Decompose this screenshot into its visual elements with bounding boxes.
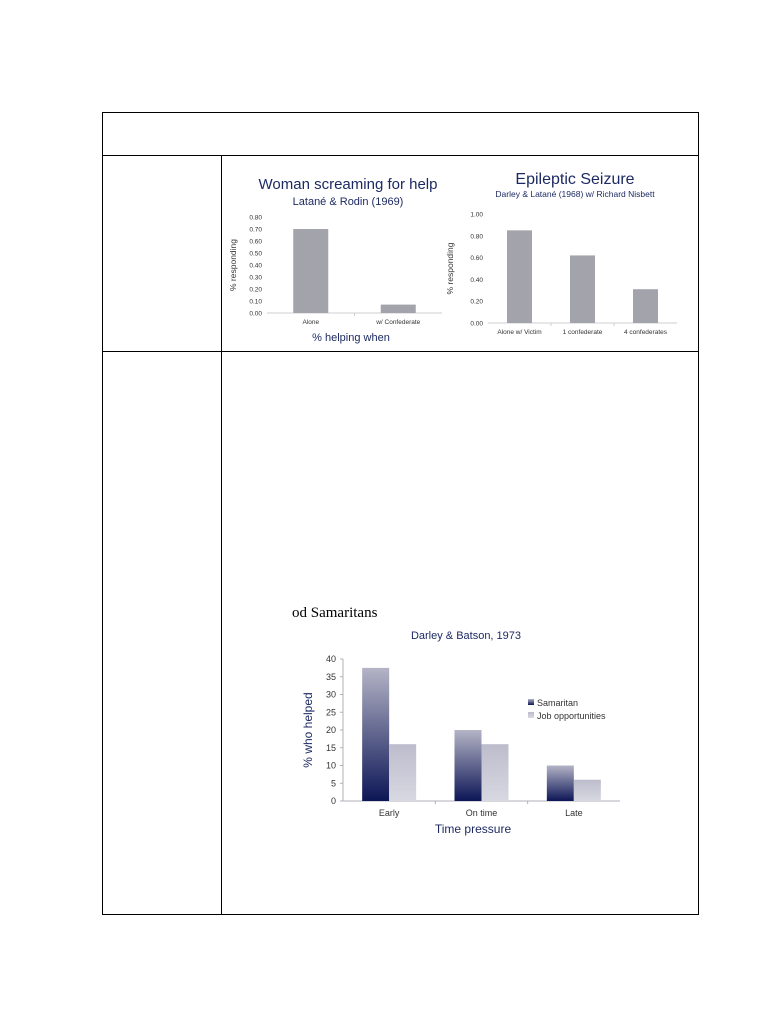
bar-samaritan <box>547 766 574 802</box>
legend-swatch <box>528 712 534 718</box>
bar <box>507 230 532 323</box>
chart-title: Woman screaming for help <box>258 176 438 193</box>
y-tick-label: 35 <box>325 671 336 682</box>
bar <box>381 305 416 313</box>
y-axis-label: % who helped <box>301 692 315 768</box>
y-tick-label: 0.60 <box>470 255 483 263</box>
bar-samaritan <box>362 668 389 801</box>
x-tick-label: Alone w/ Victim <box>497 329 542 336</box>
y-tick-label: 0 <box>330 796 336 806</box>
bar-job-opportunities <box>574 780 601 801</box>
bar <box>633 289 658 323</box>
legend-entry: Job opportunities <box>537 711 606 721</box>
y-tick-label: 0.10 <box>249 298 262 306</box>
x-axis-label: Time pressure <box>434 822 512 836</box>
chart-subtitle: Latané & Rodin (1969) <box>292 196 404 208</box>
x-tick-label: Early <box>378 808 400 818</box>
bar-job-opportunities <box>389 744 416 801</box>
y-tick-label: 25 <box>325 707 336 718</box>
y-tick-label: 5 <box>330 778 336 789</box>
chart-title: Epileptic Seizure <box>515 171 635 188</box>
x-tick-label: On time <box>465 808 498 818</box>
x-tick-label: Late <box>565 808 583 818</box>
chart-epileptic-seizure <box>445 157 698 352</box>
chart-good-samaritans <box>290 622 670 842</box>
y-tick-label: 30 <box>325 689 336 700</box>
y-tick-label: 0.80 <box>249 214 262 222</box>
y-axis-label: % responding <box>228 239 238 291</box>
x-tick-label: w/ Confederate <box>376 319 421 326</box>
y-tick-label: 40 <box>325 654 336 664</box>
x-tick-label: Alone <box>302 319 320 326</box>
y-tick-label: 0.20 <box>249 286 262 294</box>
y-tick-label: 0.60 <box>249 238 262 246</box>
y-tick-label: 10 <box>325 760 336 771</box>
bar-job-opportunities <box>482 744 509 801</box>
bar-samaritan <box>455 730 482 801</box>
y-tick-label: 0.80 <box>470 233 483 241</box>
y-tick-label: 0.20 <box>470 298 483 306</box>
y-tick-label: 0.00 <box>249 310 262 318</box>
table-row-divider <box>102 155 699 156</box>
bar <box>293 229 328 313</box>
y-tick-label: 0.40 <box>470 276 483 284</box>
chart-subtitle: Darley & Latané (1968) w/ Richard Nisbett <box>495 189 655 199</box>
x-axis-label: % helping when <box>312 332 390 344</box>
y-tick-label: 1.00 <box>470 211 483 219</box>
y-tick-label: 20 <box>325 725 336 735</box>
y-tick-label: 0.40 <box>249 262 262 270</box>
chart-subtitle: Darley & Batson, 1973 <box>410 630 522 642</box>
x-tick-label: 1 confederate <box>562 329 603 336</box>
legend-entry: Samaritan <box>537 698 579 708</box>
x-tick-label: 4 confederates <box>623 329 668 336</box>
legend-swatch <box>528 699 534 705</box>
y-axis-label: % responding <box>445 242 455 295</box>
y-tick-label: 0.50 <box>249 250 262 258</box>
y-tick-label: 0.30 <box>249 274 262 282</box>
chart-woman-screaming <box>222 157 462 352</box>
y-tick-label: 15 <box>325 742 336 753</box>
caption-fragment: od Samaritans <box>292 605 378 621</box>
bar <box>570 255 595 323</box>
y-tick-label: 0.00 <box>470 320 483 328</box>
y-tick-label: 0.70 <box>249 226 262 234</box>
